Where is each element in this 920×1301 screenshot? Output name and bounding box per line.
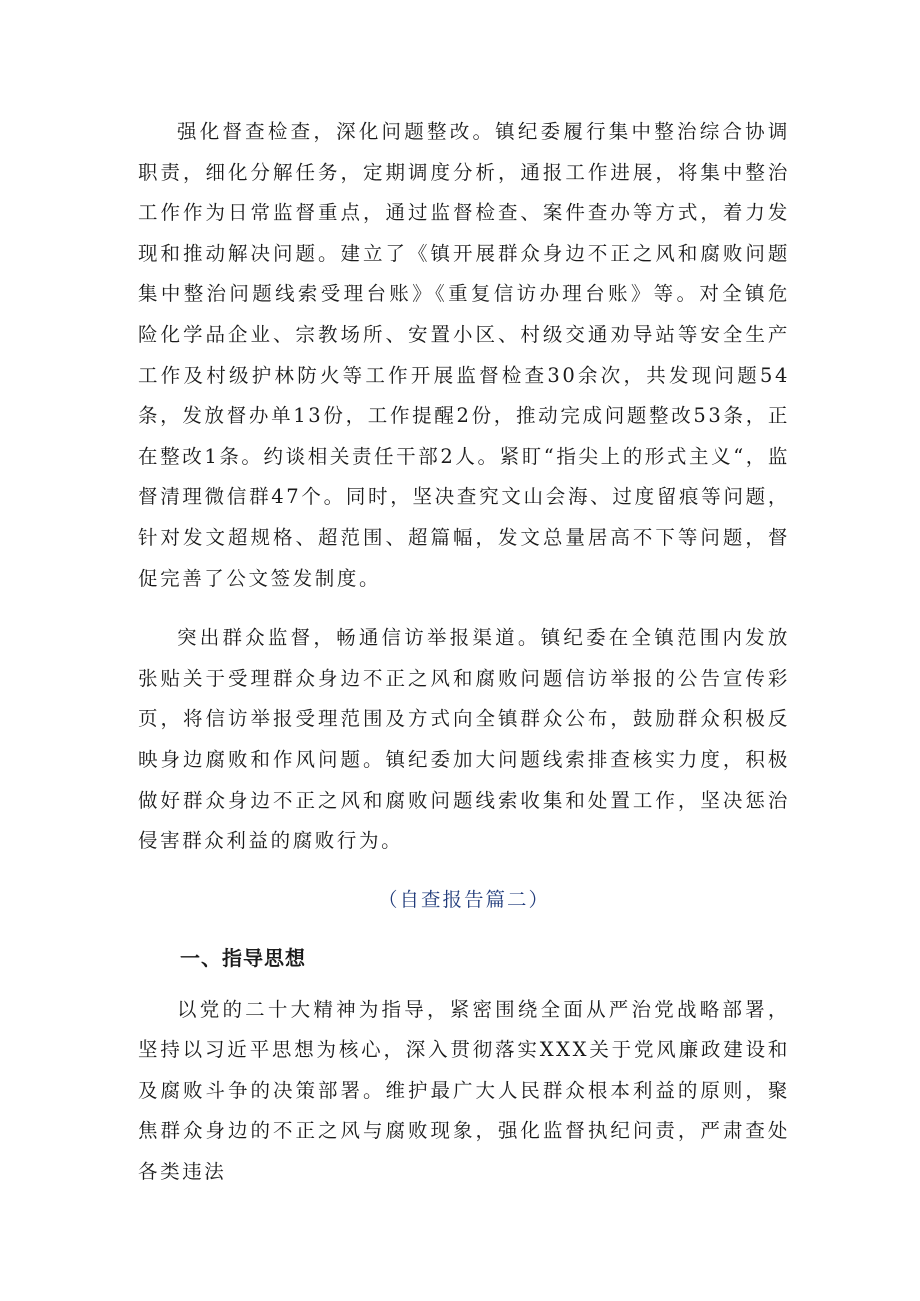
heading-guiding-ideology: 一、指导思想: [180, 945, 306, 970]
section-title: （自查报告篇二）: [377, 887, 550, 911]
document-body: [138, 112, 790, 1193]
paragraph-guiding-ideology: 以党的二十大精神为指导，紧密围绕全面从严治党战略部署，坚持以习近平思想为核心，深入贯彻落实XXX关于党风廉政建设和及腐败斗争的决策部署。维护最广大人民群众根本利益的原则，聚焦群众身边的不正之风与腐败现象，强化监督执纪问责，严肃查处各类违法: [138, 997, 790, 1184]
paragraph-supervision-inspection: 强化督查检查，深化问题整改。镇纪委履行集中整治综合协调职责，细化分解任务，定期调度分析，通报工作进展，将集中整治工作作为日常监督重点，通过监督检查、案件查办等方式，着力发现和推动解决问题。建立了《镇开展群众身边不正之风和腐败问题集中整治问题线索受理台账》《重复信访办理台账》等。对全镇危险化学品企业、宗教场所、安置小区、村级交通劝导站等安全生产工作及村级护林防火等工作开展监督检查30余次，共发现问题54条，发放督办单13份，工作提醒2份，推动完成问题整改53条，正在整改1条。约谈相关责任干部2人。紧盯“指尖上的形式主义“，监督清理微信群47个。同时，坚决查究文山会海、过度留痕等问题，针对发文超规格、超范围、超篇幅，发文总量居高不下等问题，督促完善了公文签发制度。: [138, 120, 790, 590]
paragraph-public-supervision: 突出群众监督，畅通信访举报渠道。镇纪委在全镇范围内发放张贴关于受理群众身边不正之风和腐败问题信访举报的公告宣传彩页，将信访举报受理范围及方式向全镇群众公布，鼓励群众积极反映身边腐败和作风问题。镇纪委加大问题线索排查核实力度，积极做好群众身边不正之风和腐败问题线索收集和处置工作，坚决惩治侵害群众利益的腐败行为。: [138, 626, 790, 853]
